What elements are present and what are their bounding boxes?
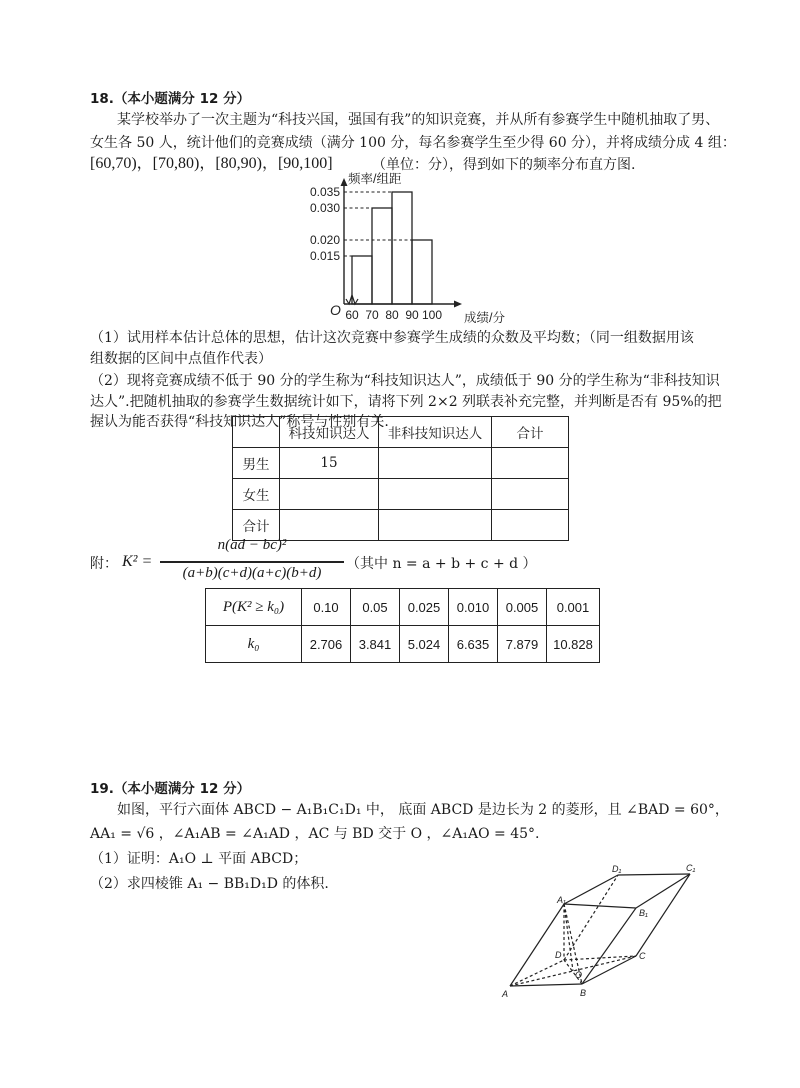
table-cell: [492, 448, 569, 479]
table-row: [233, 479, 569, 510]
row-label: k₀: [206, 626, 302, 663]
table-row: [206, 589, 600, 626]
table-cell: 15: [280, 448, 379, 479]
x-axis-title: 成绩/分: [464, 311, 505, 325]
q19-line1: 如图，平行六面体 ABCD − A₁B₁C₁D₁ 中， 底面 ABCD 是边长为 2 的菱形，且 ∠BAD = 60°，: [117, 802, 729, 818]
table-cell: 5.024: [400, 626, 449, 663]
table-row: [206, 626, 600, 663]
q18-part1-line2: 组数据的区间中点值作代表）: [90, 351, 272, 367]
parallelepiped-figure: [500, 860, 710, 1000]
vertex-label-O: O: [575, 970, 583, 980]
vertex-label-B: B: [580, 988, 587, 998]
vertex-label-A: A: [502, 989, 509, 999]
histogram-bar: [412, 240, 432, 304]
q18-intro-line1: 某学校举办了一次主题为“科技兴国，强国有我”的知识竞赛，并从所有参赛学生中随机抽取了男、: [117, 112, 720, 128]
y-tick-label: 0.020: [309, 233, 340, 247]
x-tick-label: 70: [365, 308, 379, 322]
table-cell: 3.841: [351, 626, 400, 663]
edge-BB1: [582, 908, 636, 984]
table-cell: 0.10: [302, 589, 351, 626]
vertex-label-C1: C₁: [686, 863, 696, 873]
table-cell: 0.001: [547, 589, 600, 626]
table-row: [233, 510, 569, 541]
formula-numerator: n(ad − bc)²: [217, 537, 287, 553]
table-cell: 0.005: [498, 589, 547, 626]
table-cell: 2.706: [302, 626, 351, 663]
q18-part1-line1: （1）试用样本估计总体的思想，估计这次竞赛中参赛学生成绩的众数及平均数；（同一组数据用该: [90, 330, 694, 346]
table-cell: 7.879: [498, 626, 547, 663]
edge-BC: [582, 956, 636, 984]
edge-A1D1: [564, 875, 618, 904]
edge-AB: [510, 984, 582, 986]
table-cell: [379, 448, 492, 479]
q19-title: 19.（本小题满分 12 分）: [90, 781, 251, 797]
edge-AA1: [510, 904, 564, 986]
q19-part2: （2）求四棱锥 A₁ − BB₁D₁D 的体积.: [90, 876, 329, 892]
vertex-label-D1: D₁: [612, 864, 622, 874]
x-axis-arrow: [454, 301, 462, 308]
histogram-bar: [352, 256, 372, 304]
table-cell: [492, 479, 569, 510]
edge-DD1: [564, 875, 618, 960]
q18-title: 18.（本小题满分 12 分）: [90, 91, 251, 107]
formula-lhs: K² =: [122, 553, 153, 570]
table-cell: 10.828: [547, 626, 600, 663]
contingency-table: [232, 416, 569, 541]
table-cell: 0.05: [351, 589, 400, 626]
critical-value-table: [205, 588, 600, 663]
y-tick-label: 0.035: [309, 185, 340, 199]
table-cell: 0.010: [449, 589, 498, 626]
y-tick-label: 0.015: [309, 249, 340, 263]
table-header-cell: [233, 417, 280, 448]
vertex-label-A1: A₁: [557, 895, 566, 905]
formula-denominator: (a+b)(c+d)(a+c)(b+d): [182, 565, 322, 581]
table-cell: [280, 479, 379, 510]
q18-part2-line1: （2）现将竞赛成绩不低于 90 分的学生称为“科技知识达人”，成绩低于 90 分的学生称为“非科技知识: [90, 373, 720, 389]
table-header-cell: 非科技知识达人: [379, 417, 492, 448]
x-tick-label: 60: [345, 308, 359, 322]
table-cell: [379, 479, 492, 510]
edge-B1C1: [636, 874, 690, 908]
q18-part2-line3: 握认为能否获得“科技知识达人”称号与性别有关.: [90, 414, 389, 430]
q18-intro-line2: 女生各 50 人，统计他们的竞赛成绩（满分 100 分，每名参赛学生至少得 60 分），并将成绩分成 4 组：: [90, 135, 736, 151]
formula-note: （其中 n = a + b + c + d ）: [346, 556, 537, 572]
y-tick-label: 0.030: [309, 201, 340, 215]
row-label: 女生: [233, 479, 280, 510]
row-label: P(K² ≥ k₀): [206, 589, 302, 626]
q18-part2-line2: 达人”.把随机抽取的参赛学生数据统计如下，请将下列 2×2 列联表补充完整，并判断是否有 95%的把: [90, 394, 722, 410]
appendix-label: 附：: [90, 556, 118, 572]
q19-line2: AA₁ = √6 ，∠A₁AB = ∠A₁AD ，AC 与 BD 交于 O ，∠A₁AO = 45°.: [90, 826, 540, 842]
table-header-cell: 合计: [492, 417, 569, 448]
x-tick-label: 100: [421, 308, 443, 322]
y-axis-arrow: [341, 178, 348, 186]
table-cell: [492, 510, 569, 541]
edge-D1C1: [618, 874, 690, 875]
table-row: [233, 448, 569, 479]
y-axis-title: 频率/组距: [348, 172, 402, 186]
origin-label: O: [330, 302, 341, 318]
edge-A1B1: [564, 904, 636, 908]
table-cell: [379, 510, 492, 541]
q18-groups: [60,70)，[70,80)，[80,90)，[90,100]: [90, 155, 333, 172]
table-cell: 0.025: [400, 589, 449, 626]
table-cell: [280, 510, 379, 541]
q18-intro-line3-tail: （单位：分），得到如下的频率分布直方图.: [372, 157, 636, 173]
table-header-cell: 科技知识达人: [280, 417, 379, 448]
vertex-label-C: C: [639, 951, 646, 961]
histogram-bar: [372, 208, 392, 304]
q19-part1: （1）证明：A₁O ⊥ 平面 ABCD；: [90, 851, 308, 867]
row-label: 男生: [233, 448, 280, 479]
x-tick-label: 80: [385, 308, 399, 322]
row-label: 合计: [233, 510, 280, 541]
frequency-histogram: [290, 168, 550, 328]
histogram-bar: [392, 192, 412, 304]
vertex-label-D: D: [555, 950, 562, 960]
table-cell: 6.635: [449, 626, 498, 663]
vertex-label-B1: B₁: [639, 908, 648, 918]
x-tick-label: 90: [405, 308, 419, 322]
fraction-bar: [160, 561, 344, 563]
